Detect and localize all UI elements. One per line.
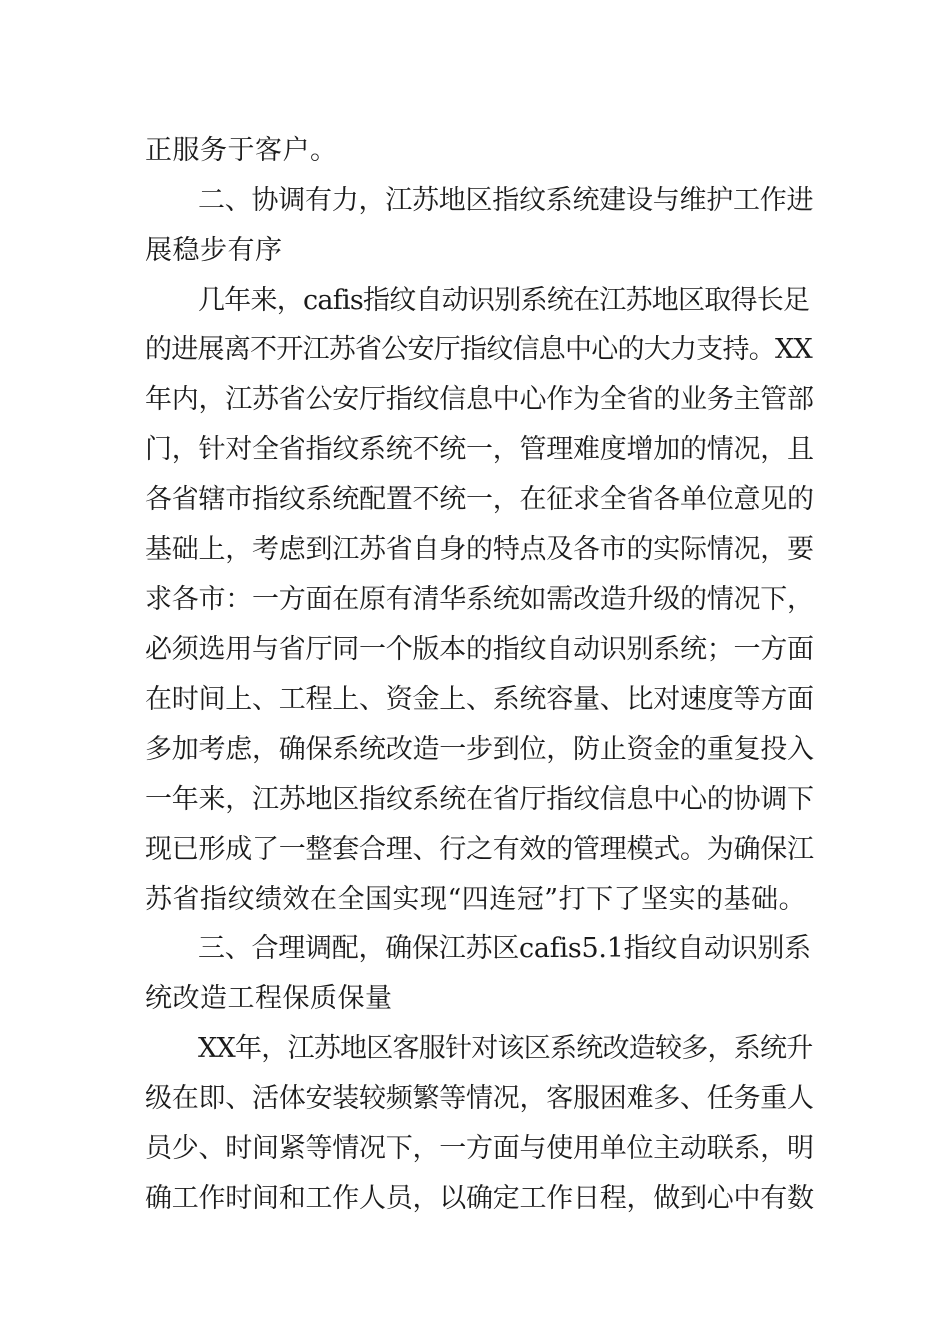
- section-heading-3-cont: 统改造工程保质保量: [145, 983, 393, 1014]
- text-line: 几年来，cafis指纹自动识别系统在江苏地区取得长足: [198, 285, 810, 316]
- text-line: 必须选用与省厅同一个版本的指纹自动识别系统；一方面: [145, 634, 814, 665]
- text-line: XX年，江苏地区客服针对该区系统改造较多，系统升: [198, 1033, 813, 1064]
- text-line: 级在即、活体安装较频繁等情况，客服困难多、任务重人: [145, 1083, 814, 1114]
- text-line: 求各市：一方面在原有清华系统如需改造升级的情况下，: [145, 584, 814, 615]
- text-line: 的进展离不开江苏省公安厅指纹信息中心的大力支持。XX: [145, 334, 812, 365]
- text-line: 苏省指纹绩效在全国实现“四连冠”打下了坚实的基础。: [145, 884, 807, 915]
- text-line: 在时间上、工程上、资金上、系统容量、比对速度等方面: [145, 684, 814, 715]
- text-line: 年内，江苏省公安厅指纹信息中心作为全省的业务主管部: [145, 384, 814, 415]
- section-heading-2-cont: 展稳步有序: [145, 235, 283, 266]
- text-line: 正服务于客户。: [145, 135, 338, 166]
- text-line: 现已形成了一整套合理、行之有效的管理模式。为确保江: [145, 834, 814, 865]
- section-heading-2: 二、协调有力，江苏地区指纹系统建设与维护工作进: [198, 185, 814, 216]
- text-line: 基础上，考虑到江苏省自身的特点及各市的实际情况，要: [145, 534, 814, 565]
- text-line: 各省辖市指纹系统配置不统一，在征求全省各单位意见的: [145, 484, 814, 515]
- text-line: 一年来，江苏地区指纹系统在省厅指纹信息中心的协调下: [145, 784, 814, 815]
- text-line: 多加考虑，确保系统改造一步到位，防止资金的重复投入: [145, 734, 814, 765]
- text-line: 员少、时间紧等情况下，一方面与使用单位主动联系，明: [145, 1133, 814, 1164]
- text-line: 确工作时间和工作人员，以确定工作日程，做到心中有数: [145, 1183, 814, 1214]
- text-line: 门，针对全省指纹系统不统一，管理难度增加的情况，且: [145, 434, 814, 465]
- section-heading-3: 三、合理调配，确保江苏区cafis5.1指纹自动识别系: [198, 933, 811, 964]
